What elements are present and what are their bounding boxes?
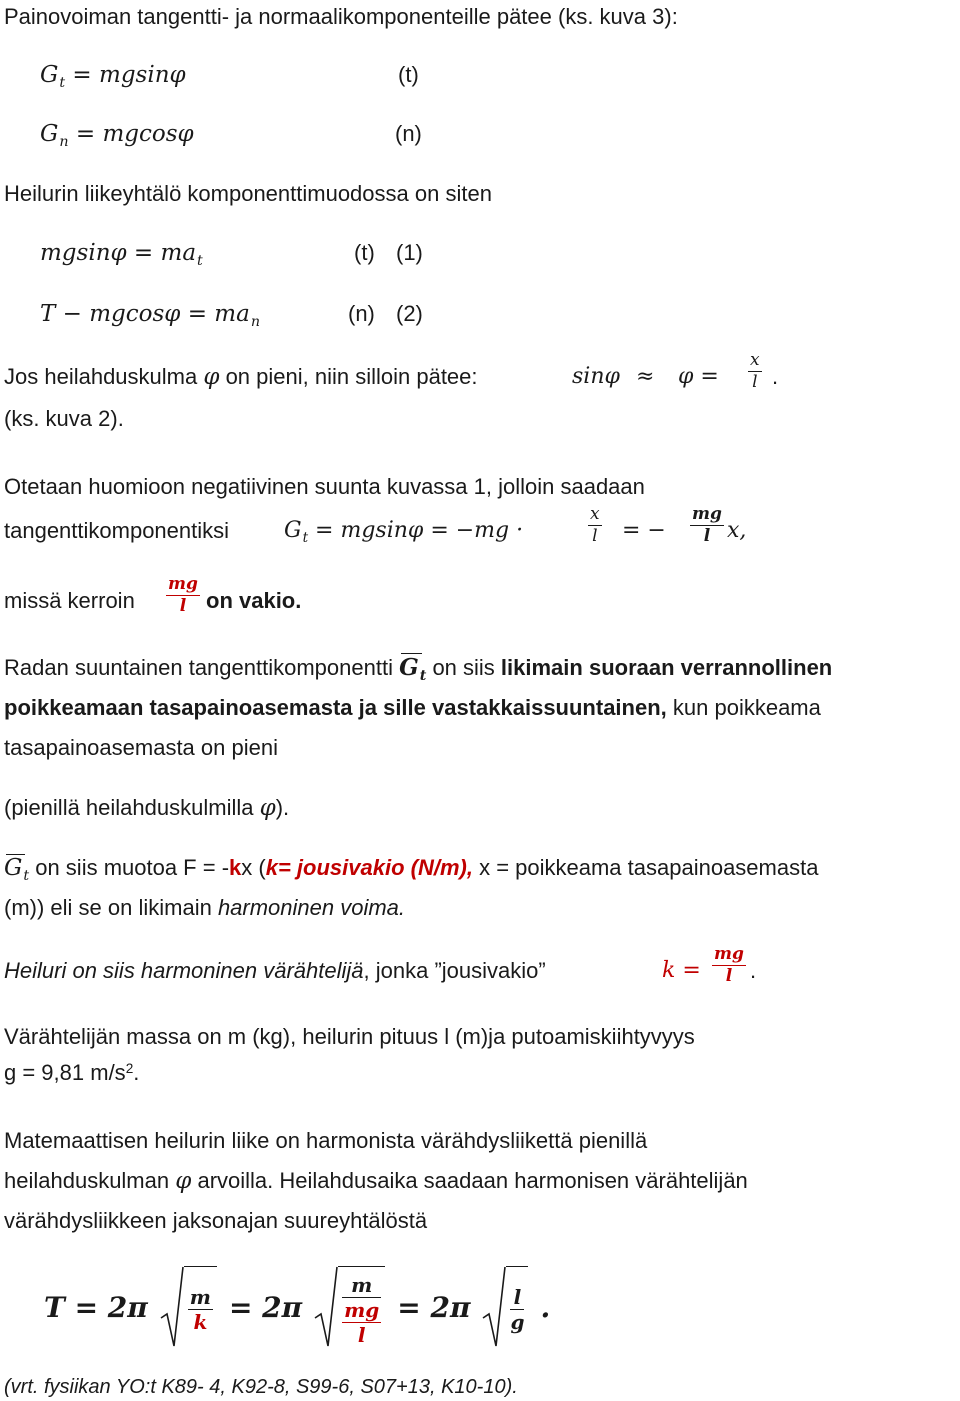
coefficient-label: missä kerroin [4,588,135,613]
mass-line-2: g = 9,81 $m/s^2$. [4,1060,140,1085]
formula-eq-3: = 2π [397,1290,471,1324]
small-angle-phi-eq: φ = [678,364,719,389]
sqrt-l-over-g: $\frac{l}{g}$ [482,1266,528,1348]
equation-2: $T - mgcos\varphi = ma_n$ [40,301,261,330]
formula-period: . [540,1290,551,1324]
mass-line-1: Värähtelijän massa on m (kg), heilurin pituus l (m)ja putoamiskiihtyvyys [4,1024,695,1049]
small-angle-text: Jos heilahduskulma φ on pieni, niin silloin pätee: [4,364,478,390]
tangent-component-label: tangenttikomponentiksi [4,518,230,543]
small-angle-sin: sinφ [572,364,620,389]
period-line-2: heilahduskulman φ arvoilla. Heilahdusaika saadaan harmonisen värähtelijän [4,1168,748,1194]
sqrt-m-over-k: $\frac{m}{k}$ [160,1266,217,1348]
period-line-3: värähdysliikkeen jaksonajan suureyhtälöstä [4,1208,428,1233]
force-form-line-2: (m)) eli se on likimain harmoninen voima. [4,895,406,920]
formula-t-eq: T = 2π [44,1290,148,1324]
footer-references: (vrt. fysiikan YO:t K89- 4, K92-8, S99-6, S07+13, K10-10). [4,1376,518,1398]
equation-1-tag-t: (t) [354,240,375,265]
fraction-mg-over-l: $\frac{mg}{l}$ [692,504,722,546]
tangent-component-equation: $G_t = mgsin\varphi = -mg$ · [284,518,524,546]
spring-constant-fraction: $\frac{mg}{l}$ [714,944,744,986]
equation-1-number: (1) [396,240,423,265]
period-formula [44,1262,550,1352]
x-comma: x, [727,518,747,543]
equation-gn-tag: (n) [395,121,422,146]
coefficient-fraction: $\frac{mg}{l}$ [168,574,198,616]
equation-1: $mgsin\varphi = ma_t$ [40,240,203,269]
coefficient-constant: on vakio. [206,588,302,613]
motion-intro: Heilurin liikeyhtälö komponenttimuodossa on siten [4,181,492,206]
fraction-x-over-l: $\frac{x}{l}$ [590,504,600,546]
radial-line-2: poikkeamaan tasapainoasemasta ja sille vastakkaissuuntainen, kun poikkeama [4,695,821,720]
oscillator-text: Heiluri on siis harmoninen värähtelijä, jonka ”jousivakio” [4,958,546,983]
formula-eq-2: = 2π [228,1290,303,1324]
approx-symbol: ≈ [636,364,655,389]
equation-gt-tag: (t) [398,62,419,87]
figure-reference: (ks. kuva 2). [4,406,124,431]
spring-constant-eq: k = [662,958,701,983]
small-angle-fraction: $\frac{x}{l}$ [750,350,760,392]
intro-text: Painovoiman tangentti- ja normaalikomponenteille pätee (ks. kuva 3): [4,4,678,29]
oscillator-period: . [750,958,757,983]
radial-line-3: tasapainoasemasta on pieni [4,735,278,760]
equation-2-number: (2) [396,301,423,326]
negative-direction-line: Otetaan huomioon negatiivinen suunta kuvassa 1, jolloin saadaan [4,474,645,499]
radial-line-4: (pienillä heilahduskulmilla φ). [4,795,290,821]
sqrt-m-over-mg-l: $\frac{m}{\frac{mg}{l}}$ [314,1266,385,1348]
small-angle-period: . [772,364,779,389]
equation-gt: $G_t = mgsin\varphi$ [40,62,186,91]
radial-line-1: Radan suuntainen tangenttikomponentti $G_t$ on siis likimain suoraan verrannollinen [4,654,833,684]
force-form-line-1: $G_t$ on siis muotoa F = -kx (k= jousivakio (N/m), x = poikkeama tasapainoasemasta [4,855,819,884]
equation-2-tag-n: (n) [348,301,375,326]
equals-minus: = − [622,518,666,543]
equation-gn: $G_n = mgcos\varphi$ [40,121,194,150]
period-line-1: Matemaattisen heilurin liike on harmonista värähdysliikettä pienillä [4,1128,648,1153]
